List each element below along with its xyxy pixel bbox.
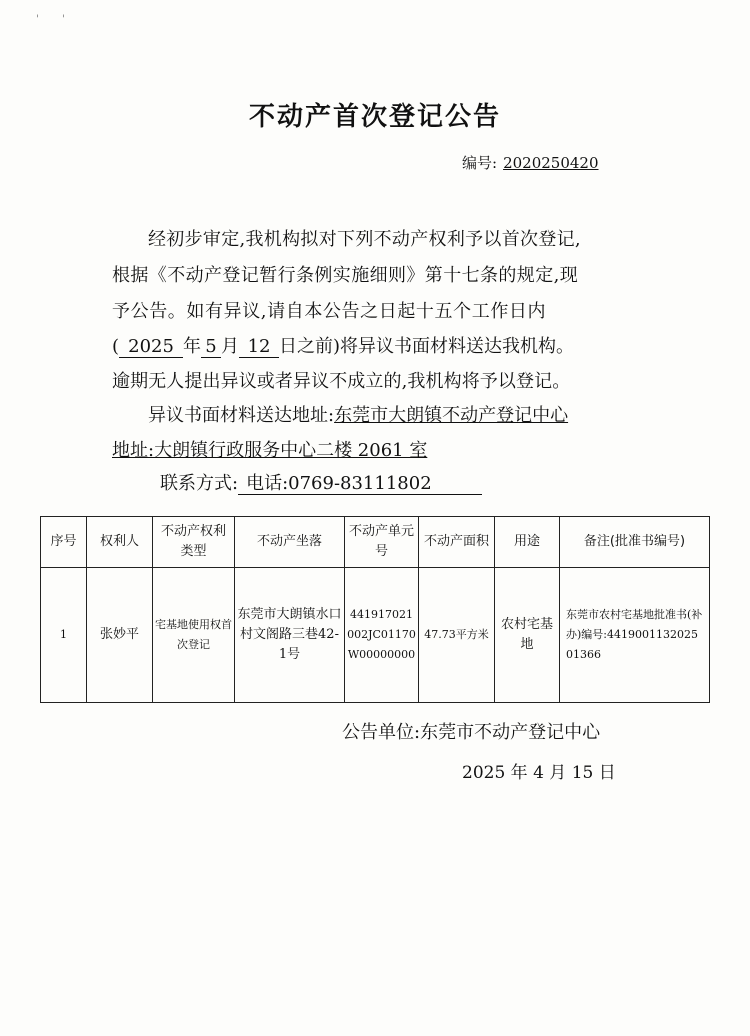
year-unit: 年 — [183, 336, 202, 357]
deadline-month: 5 — [201, 335, 221, 358]
deadline-day: 12 — [239, 335, 279, 358]
header-location: 不动产坐落 — [235, 517, 345, 568]
header-unit-no: 不动产单元号 — [345, 517, 419, 568]
scan-speck: ' — [62, 14, 65, 25]
header-owner: 权利人 — [87, 517, 153, 568]
body-line-5: 逾期无人提出异议或者异议不成立的,我机构将予以登记。 — [112, 371, 571, 392]
header-area: 不动产面积 — [419, 517, 495, 568]
table-row — [41, 568, 710, 703]
scan-speck: ' — [36, 14, 39, 25]
cell-unit-no: 441917021002JC01170W00000000 — [345, 568, 419, 703]
document-number — [462, 152, 599, 173]
page-title: 不动产首次登记公告 — [248, 102, 501, 132]
objection-address — [148, 404, 568, 428]
issue-date: 2025 年 4 月 15 日 — [462, 763, 616, 783]
body-line-1: 经初步审定,我机构拟对下列不动产权利予以首次登记, — [148, 229, 581, 250]
header-right-type: 不动产权利类型 — [153, 517, 235, 568]
body-line-2: 根据《不动产登记暂行条例实施细则》第十七条的规定,现 — [112, 265, 579, 286]
office-address: 地址:大朗镇行政服务中心二楼 2061 室 — [112, 440, 428, 461]
header-note: 备注(批准书编号) — [560, 517, 710, 568]
paren-open: ( — [112, 336, 120, 357]
objection-address-value: 东莞市大朗镇不动产登记中心 — [334, 405, 569, 426]
header-usage: 用途 — [495, 517, 560, 568]
issuing-unit — [342, 718, 600, 744]
cell-area: 47.73平方米 — [419, 568, 495, 703]
deadline-year: 2025 — [119, 335, 183, 358]
contact-info — [160, 472, 482, 496]
objection-address-label: 异议书面材料送达地址: — [148, 405, 335, 426]
contact-label: 联系方式: — [160, 473, 239, 494]
registration-table — [40, 516, 710, 703]
header-index: 序号 — [41, 517, 87, 568]
cell-owner: 张妙平 — [87, 568, 153, 703]
cell-index: 1 — [41, 568, 87, 703]
body-line-4 — [112, 335, 574, 359]
cell-location: 东莞市大朗镇水口村文阁路三巷42-1号 — [235, 568, 345, 703]
document-number-value: 2020250420 — [503, 154, 599, 172]
contact-phone: 电话:0769-83111802 — [238, 472, 482, 495]
body-line-3: 予公告。如有异议,请自本公告之日起十五个工作日内 — [112, 301, 547, 322]
cell-right-type: 宅基地使用权首次登记 — [153, 568, 235, 703]
cell-usage: 农村宅基地 — [495, 568, 560, 703]
month-unit: 月 — [221, 336, 240, 357]
document-number-label: 编号: — [462, 154, 498, 172]
body-line-4-rest: 日之前)将异议书面材料送达我机构。 — [279, 336, 575, 357]
issuing-unit-label: 公告单位: — [342, 722, 421, 743]
issuing-unit-value: 东莞市不动产登记中心 — [420, 722, 601, 743]
cell-note: 东莞市农村宅基地批准书(补办)编号:441900113202501366 — [560, 568, 710, 703]
table-header-row — [41, 517, 710, 568]
